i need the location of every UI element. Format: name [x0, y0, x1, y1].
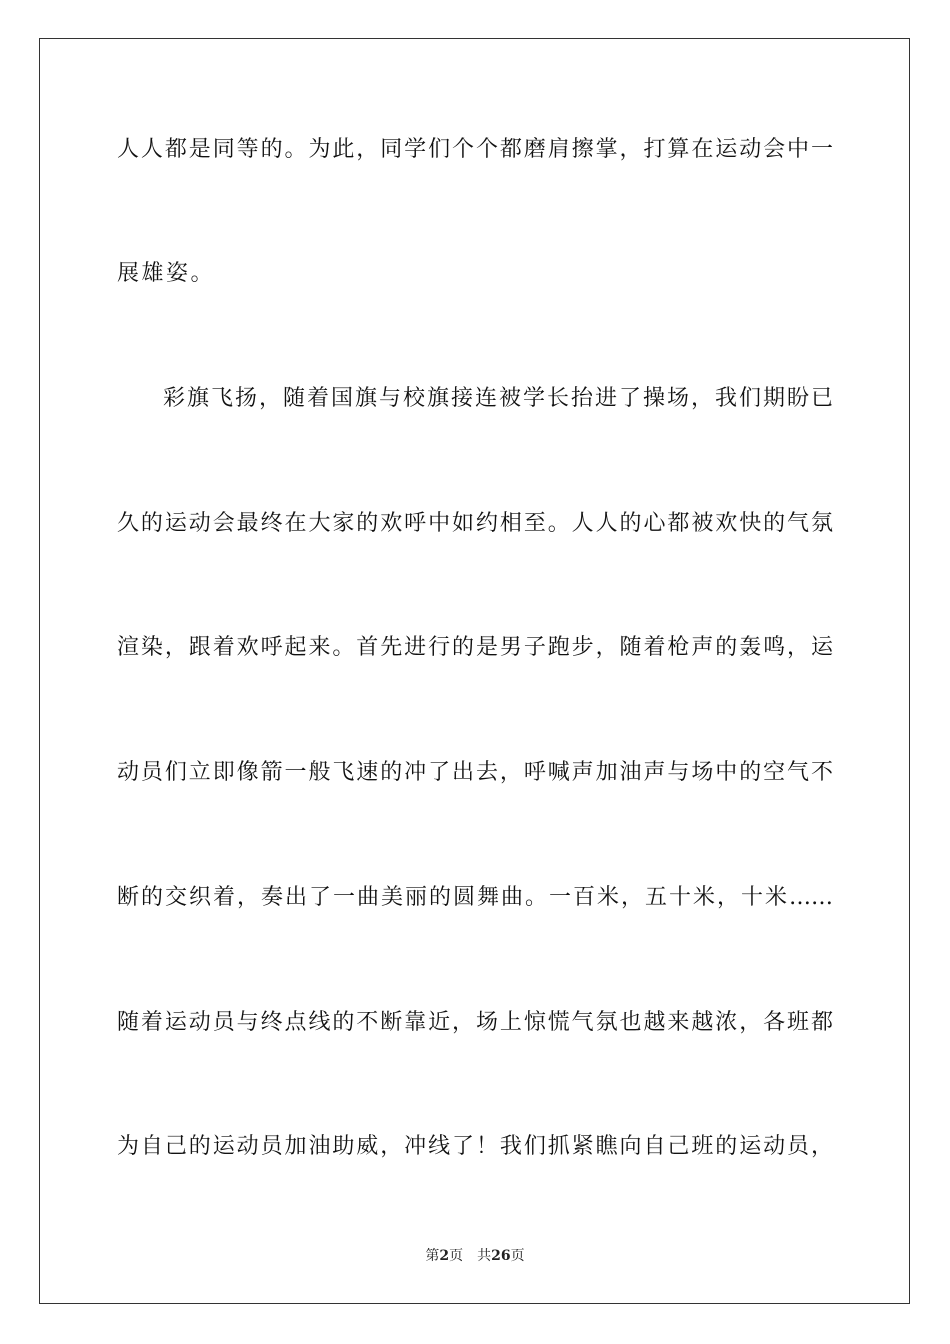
body-line-9: 为自己的运动员加油助威，冲线了！我们抓紧瞧向自己班的运动员，: [117, 1134, 833, 1159]
body-line-4: 久的运动会最终在大家的欢呼中如约相至。人人的心都被欢快的气氛: [117, 511, 833, 536]
body-line-2: 展雄姿。: [117, 261, 216, 286]
footer-page-prefix: 第: [425, 1248, 440, 1264]
page-footer: [0, 1247, 950, 1265]
footer-page-suffix: 页: [449, 1248, 464, 1264]
body-line-8: 随着运动员与终点线的不断靠近，场上惊慌气氛也越来越浓，各班都: [117, 1010, 833, 1035]
footer-total-pages: 26: [491, 1248, 511, 1264]
body-line-6: 动员们立即像箭一般飞速的冲了出去，呼喊声加油声与场中的空气不: [117, 760, 833, 785]
body-line-3-paragraph-start: 彩旗飞扬，随着国旗与校旗接连被学长抬进了操场，我们期盼已: [163, 386, 833, 411]
body-line-7: 断的交织着，奏出了一曲美丽的圆舞曲。一百米，五十米，十米……: [117, 885, 833, 910]
footer-total-suffix: 页: [510, 1248, 525, 1264]
body-line-1: 人人都是同等的。为此，同学们个个都磨肩擦掌，打算在运动会中一: [117, 137, 833, 162]
footer-page-number: 2: [439, 1248, 450, 1264]
body-line-5: 渲染，跟着欢呼起来。首先进行的是男子跑步，随着枪声的轰鸣，运: [117, 635, 833, 660]
page-frame: [39, 38, 910, 1304]
footer-total-prefix: 共: [477, 1248, 492, 1264]
